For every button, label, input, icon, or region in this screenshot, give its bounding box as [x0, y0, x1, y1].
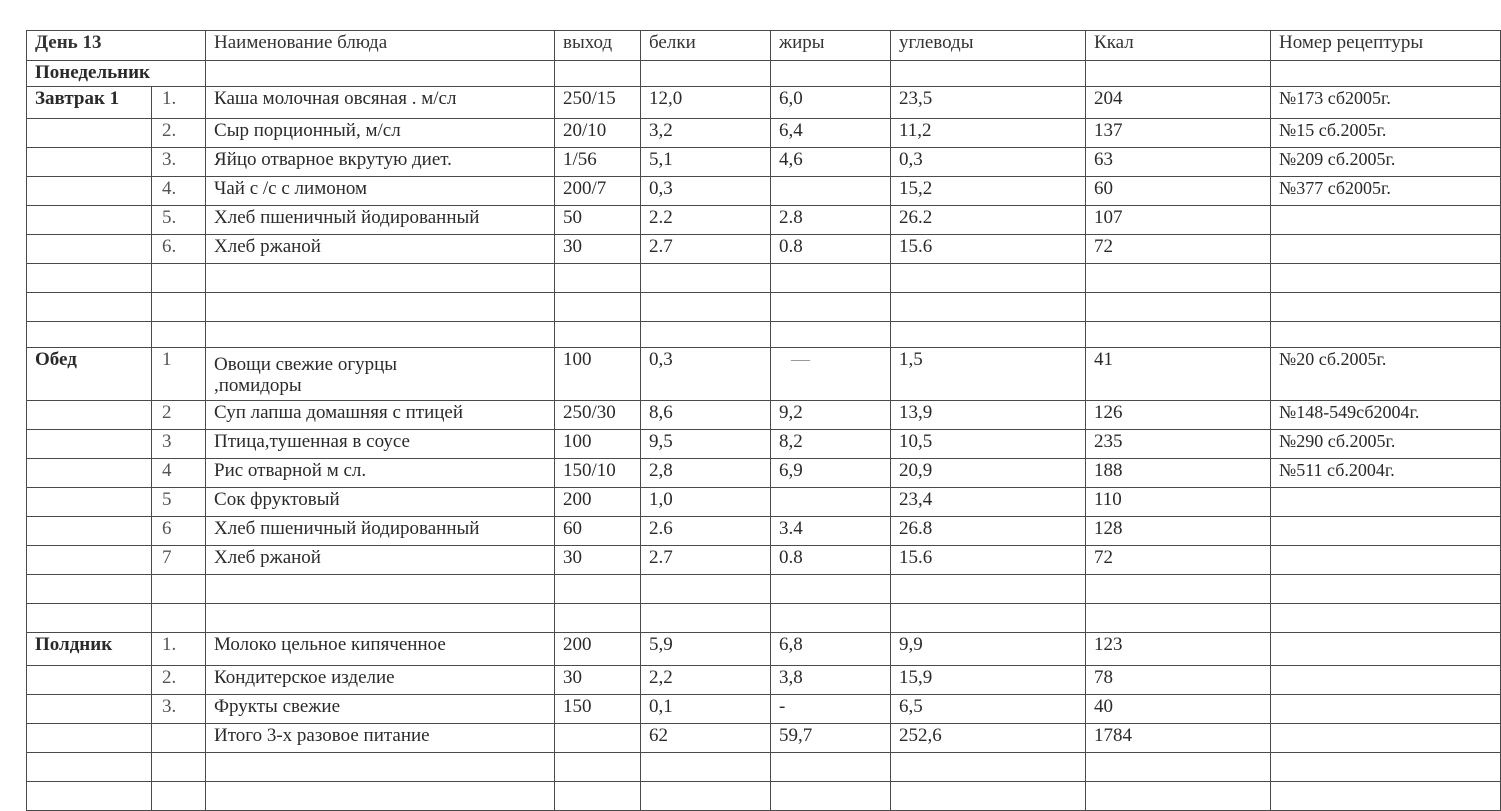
- dish-name: Кондитерское изделие: [206, 666, 555, 695]
- dish-protein: 12,0: [641, 87, 771, 119]
- dish-kcal: 110: [1086, 488, 1271, 517]
- dish-fat: -: [771, 695, 891, 724]
- dish-recipe: №20 сб.2005г.: [1271, 348, 1501, 401]
- dish-carbs: 0,3: [891, 148, 1086, 177]
- dish-name: Рис отварной м сл.: [206, 459, 555, 488]
- dish-name: Хлеб ржаной: [206, 546, 555, 575]
- dish-kcal: 40: [1086, 695, 1271, 724]
- dish-protein: 9,5: [641, 430, 771, 459]
- col-header-recipe: Номер рецептуры: [1271, 31, 1501, 61]
- dish-protein: 5,1: [641, 148, 771, 177]
- col-header-fat: жиры: [771, 31, 891, 61]
- col-header-name: Наименование блюда: [206, 31, 555, 61]
- dish-carbs: 20,9: [891, 459, 1086, 488]
- row-num: 4.: [152, 177, 206, 206]
- dish-carbs: 1,5: [891, 348, 1086, 401]
- dish-recipe: №290 сб.2005г.: [1271, 430, 1501, 459]
- dish-kcal: 78: [1086, 666, 1271, 695]
- table-row: [27, 87, 1501, 119]
- dish-recipe: [1271, 206, 1501, 235]
- dish-carbs: 23,4: [891, 488, 1086, 517]
- dish-protein: 2.6: [641, 517, 771, 546]
- dish-yield: 150/10: [555, 459, 641, 488]
- dish-name-line1: Овощи свежие огурцы: [214, 354, 398, 375]
- dish-yield: 100: [555, 430, 641, 459]
- dish-protein: 1,0: [641, 488, 771, 517]
- dish-fat: 8,2: [771, 430, 891, 459]
- table-row: [27, 119, 1501, 148]
- table-row: [27, 666, 1501, 695]
- total-carbs: 252,6: [891, 724, 1086, 753]
- dish-carbs: 15,9: [891, 666, 1086, 695]
- row-num: 5: [152, 488, 206, 517]
- row-num: 1.: [152, 87, 206, 119]
- dish-yield: 100: [555, 348, 641, 401]
- dish-recipe: №377 сб2005г.: [1271, 177, 1501, 206]
- row-num: 1.: [152, 633, 206, 666]
- row-num: 2.: [152, 119, 206, 148]
- dish-recipe: [1271, 633, 1501, 666]
- row-num: 4: [152, 459, 206, 488]
- empty-row: [27, 264, 1501, 293]
- table-row: [27, 401, 1501, 430]
- weekday-row: [27, 61, 1501, 87]
- dish-carbs: 15.6: [891, 235, 1086, 264]
- total-kcal: 1784: [1086, 724, 1271, 753]
- dish-kcal: 72: [1086, 546, 1271, 575]
- col-header-carbs: углеводы: [891, 31, 1086, 61]
- dish-name: Хлеб пшеничный йодированный: [206, 206, 555, 235]
- dish-kcal: 123: [1086, 633, 1271, 666]
- dish-protein: 8,6: [641, 401, 771, 430]
- dish-protein: 0,3: [641, 177, 771, 206]
- dish-carbs: 26.8: [891, 517, 1086, 546]
- dish-protein: 2,2: [641, 666, 771, 695]
- dish-protein: 2.7: [641, 235, 771, 264]
- dish-yield: 30: [555, 235, 641, 264]
- dish-recipe: [1271, 695, 1501, 724]
- dish-kcal: 235: [1086, 430, 1271, 459]
- dish-name: Птица,тушенная в соусе: [206, 430, 555, 459]
- dish-kcal: 128: [1086, 517, 1271, 546]
- dish-recipe: [1271, 666, 1501, 695]
- dish-recipe: №148-549сб2004г.: [1271, 401, 1501, 430]
- dish-carbs: 6,5: [891, 695, 1086, 724]
- dish-recipe: №209 сб.2005г.: [1271, 148, 1501, 177]
- row-num: 3.: [152, 148, 206, 177]
- dish-yield: 200: [555, 488, 641, 517]
- dish-yield: 30: [555, 546, 641, 575]
- dish-kcal: 188: [1086, 459, 1271, 488]
- row-num: 5.: [152, 206, 206, 235]
- dish-carbs: 9,9: [891, 633, 1086, 666]
- dish-yield: 60: [555, 517, 641, 546]
- row-num: 2.: [152, 666, 206, 695]
- dish-recipe: №15 сб.2005г.: [1271, 119, 1501, 148]
- table-row: [27, 633, 1501, 666]
- row-num: 6.: [152, 235, 206, 264]
- total-label: Итого 3-х разовое питание: [206, 724, 555, 753]
- dish-yield: 250/30: [555, 401, 641, 430]
- dish-name: Чай с /с с лимоном: [206, 177, 555, 206]
- total-fat: 59,7: [771, 724, 891, 753]
- dish-protein: 2.7: [641, 546, 771, 575]
- dish-recipe: №173 сб2005г.: [1271, 87, 1501, 119]
- dish-name: Сыр порционный, м/сл: [206, 119, 555, 148]
- dish-name: Сок фруктовый: [206, 488, 555, 517]
- total-row: [27, 724, 1501, 753]
- dish-yield: 200/7: [555, 177, 641, 206]
- dish-fat: —: [771, 348, 891, 401]
- table-row: [27, 235, 1501, 264]
- dish-recipe: [1271, 235, 1501, 264]
- dish-recipe: [1271, 488, 1501, 517]
- menu-table: [26, 30, 1501, 811]
- table-row: [27, 348, 1501, 401]
- dish-kcal: 137: [1086, 119, 1271, 148]
- dish-name: Хлеб пшеничный йодированный: [206, 517, 555, 546]
- row-num: 3.: [152, 695, 206, 724]
- dish-name: Фрукты свежие: [206, 695, 555, 724]
- empty-row: [27, 604, 1501, 633]
- table-row: [27, 695, 1501, 724]
- weekday-label: Понедельник: [27, 61, 206, 87]
- meal-label-lunch: Обед: [27, 348, 152, 401]
- dish-kcal: 63: [1086, 148, 1271, 177]
- table-row: [27, 459, 1501, 488]
- dish-carbs: 15,2: [891, 177, 1086, 206]
- dish-yield: 150: [555, 695, 641, 724]
- empty-row: [27, 782, 1501, 811]
- dish-carbs: 10,5: [891, 430, 1086, 459]
- dish-fat: 6,0: [771, 87, 891, 119]
- dish-yield: 250/15: [555, 87, 641, 119]
- table-row: [27, 177, 1501, 206]
- dish-kcal: 107: [1086, 206, 1271, 235]
- table-row: [27, 517, 1501, 546]
- row-num: 2: [152, 401, 206, 430]
- dish-carbs: 11,2: [891, 119, 1086, 148]
- dish-name-line2: ,помидоры: [214, 375, 302, 396]
- dish-protein: 3,2: [641, 119, 771, 148]
- empty-row: [27, 322, 1501, 348]
- dish-name: Суп лапша домашняя с птицей: [206, 401, 555, 430]
- meal-label-snack: Полдник: [27, 633, 152, 666]
- empty-row: [27, 293, 1501, 322]
- col-header-kcal: Ккал: [1086, 31, 1271, 61]
- row-num: 3: [152, 430, 206, 459]
- dish-carbs: 15.6: [891, 546, 1086, 575]
- dish-fat: 0.8: [771, 235, 891, 264]
- dish-yield: 20/10: [555, 119, 641, 148]
- row-num: 6: [152, 517, 206, 546]
- meal-label-breakfast: Завтрак 1: [27, 87, 152, 119]
- col-header-protein: белки: [641, 31, 771, 61]
- dish-yield: 200: [555, 633, 641, 666]
- dish-recipe: №511 сб.2004г.: [1271, 459, 1501, 488]
- dish-kcal: 204: [1086, 87, 1271, 119]
- dish-yield: 30: [555, 666, 641, 695]
- dish-protein: 2.2: [641, 206, 771, 235]
- dish-kcal: 60: [1086, 177, 1271, 206]
- dish-fat: [771, 177, 891, 206]
- table-row: [27, 430, 1501, 459]
- dish-carbs: 13,9: [891, 401, 1086, 430]
- dish-name: Молоко цельное кипяченное: [206, 633, 555, 666]
- dish-fat: 2.8: [771, 206, 891, 235]
- dish-kcal: 126: [1086, 401, 1271, 430]
- col-header-yield: выход: [555, 31, 641, 61]
- table-row: [27, 148, 1501, 177]
- dish-fat: 6,8: [771, 633, 891, 666]
- dish-carbs: 23,5: [891, 87, 1086, 119]
- total-protein: 62: [641, 724, 771, 753]
- dish-fat: 4,6: [771, 148, 891, 177]
- empty-row: [27, 753, 1501, 782]
- dish-name: Хлеб ржаной: [206, 235, 555, 264]
- dish-carbs: 26.2: [891, 206, 1086, 235]
- dish-name: Яйцо отварное вкрутую диет.: [206, 148, 555, 177]
- dish-fat: 3,8: [771, 666, 891, 695]
- day-label: День 13: [27, 31, 206, 61]
- dish-fat: [771, 488, 891, 517]
- dish-name: [206, 348, 555, 401]
- dish-protein: 0,3: [641, 348, 771, 401]
- row-num: 1: [152, 348, 206, 401]
- dish-protein: 5,9: [641, 633, 771, 666]
- dish-yield: 50: [555, 206, 641, 235]
- empty-row: [27, 575, 1501, 604]
- dish-fat: 3.4: [771, 517, 891, 546]
- dish-recipe: [1271, 546, 1501, 575]
- dish-protein: 2,8: [641, 459, 771, 488]
- table-row: [27, 488, 1501, 517]
- table-row: [27, 546, 1501, 575]
- header-row: [27, 31, 1501, 61]
- row-num: 7: [152, 546, 206, 575]
- menu-sheet: [26, 30, 1500, 811]
- table-row: [27, 206, 1501, 235]
- dish-kcal: 41: [1086, 348, 1271, 401]
- dish-fat: 9,2: [771, 401, 891, 430]
- dish-yield: 1/56: [555, 148, 641, 177]
- dish-protein: 0,1: [641, 695, 771, 724]
- dish-fat: 0.8: [771, 546, 891, 575]
- dish-name: Каша молочная овсяная . м/сл: [206, 87, 555, 119]
- dish-kcal: 72: [1086, 235, 1271, 264]
- dish-fat: 6,4: [771, 119, 891, 148]
- dish-recipe: [1271, 517, 1501, 546]
- dish-fat: 6,9: [771, 459, 891, 488]
